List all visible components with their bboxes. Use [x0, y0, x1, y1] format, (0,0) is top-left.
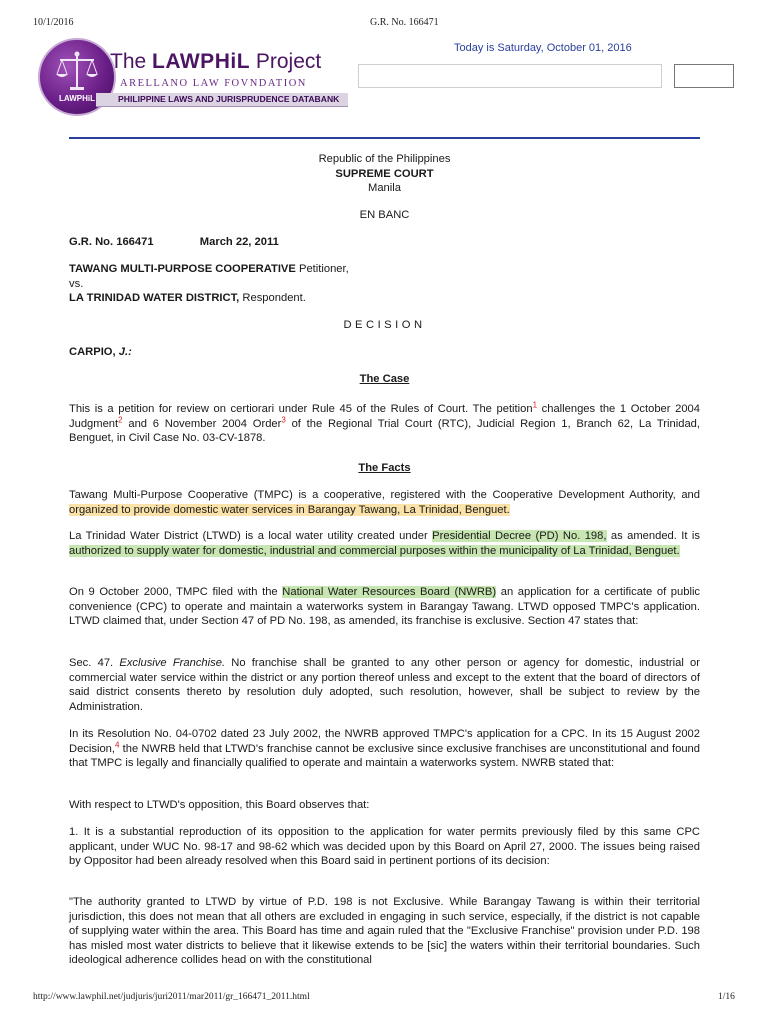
paragraph: This is a petition for review on certiorari under Rule 45 of the Rules of Court. The petition$^1$ challenges the 1 October 2004 Judgment$^2$ and 6 November 2004 Order$^3$ of the Regional Trial Court (RTC), Judicial Region 1, Branch 62, La Trinidad, Benguet, in Civil Case No. 03-CV-1878.: [69, 400, 701, 445]
search-input[interactable]: [358, 64, 662, 88]
decision-date: March 22, 2011: [199, 236, 279, 248]
paragraph: La Trinidad Water District (LTWD) is a local water utility created under Presidential Decree (PD) No. 198, as amended. It is authorized to supply water for domestic, industrial and commercial purposes within the municipality of La Trinidad, Benguet.: [69, 530, 701, 557]
highlighted-text: Presidential Decree (PD) No. 198,: [432, 530, 607, 542]
logo-tagline: PHILIPPINE LAWS AND JURISPRUDENCE DATABANK: [118, 94, 340, 104]
logo-title: The LAWPHiL Project: [110, 50, 322, 73]
case-parties: [69, 262, 700, 306]
paragraph: Tawang Multi-Purpose Cooperative (TMPC) is a cooperative, registered with the Cooperative Development Authority, and organized to provide domestic water services in Barangay Tawang, La Trinidad, Benguet.: [69, 489, 700, 516]
footnote-ref[interactable]: 1: [532, 400, 538, 410]
section-heading-case: The Case: [359, 373, 410, 385]
gr-number: G.R. No. 166471: [69, 236, 154, 248]
print-date: 10/1/2016: [33, 17, 74, 28]
highlighted-text: organized to provide domestic water services in Barangay Tawang, La Trinidad, Benguet.: [69, 503, 510, 516]
respondent-line: LA TRINIDAD WATER DISTRICT, Respondent.: [69, 292, 306, 305]
scales-of-justice-icon: [54, 50, 100, 94]
print-title: G.R. No. 166471: [370, 17, 439, 28]
logo-subtitle: ARELLANO LAW FOVNDATION: [120, 78, 307, 89]
logo-tagline-band: [96, 93, 348, 107]
paragraph: "The authority granted to LTWD by virtue of P.D. 198 is not Exclusive. While Barangay Tawang is within their territorial jurisdiction, this does not mean that all others are excluded in engaging in such service, especially, if the district is not capable of supplying water within the area. This Board has time and again ruled that the "Exclusive Franchise" provision under P.D. 198 has misled most water districts to believe that it likewise extends to be [sic] the waters within their territorial boundaries. Such ideological adherence collides head on with the constitutional: [69, 896, 700, 967]
section-heading-facts: The Facts: [358, 462, 411, 474]
ponente: CARPIO, J.:: [69, 346, 132, 358]
petitioner-line: TAWANG MULTI-PURPOSE COOPERATIVE Petitioner,: [69, 263, 349, 275]
case-number-line: [69, 235, 700, 250]
paragraph: On 9 October 2000, TMPC filed with the National Water Resources Board (NWRB) an application for a certificate of public convenience (CPC) to operate and maintain a waterworks system in Barangay Tawang. LTWD opposed TMPC's application. LTWD claimed that, under Section 47 of PD No. 198, as amended, its franchise is exclusive. Section 47 states that:: [69, 586, 701, 628]
court-header: [69, 152, 700, 196]
today-date: Today is Saturday, October 01, 2016: [454, 42, 632, 54]
versus: vs.: [69, 277, 84, 290]
highlighted-text: National Water Resources Board (NWRB): [282, 586, 497, 598]
footnote-ref[interactable]: 2: [118, 414, 123, 424]
division: EN BANC: [359, 209, 410, 221]
footnote-ref[interactable]: 4: [115, 739, 120, 749]
search-button[interactable]: [674, 64, 734, 88]
quoted-statute: Sec. 47. Exclusive Franchise. No franchise shall be granted to any other person or agency for domestic, industrial or commercial water service within the district or any portion thereof unless and except to the extent that the board of directors of said district consents thereto by resolution duly adopted, such resolution, however, shall be subject to review by the Administration.: [69, 657, 700, 713]
header-divider: [69, 137, 700, 139]
highlighted-text: authorized to supply water for domestic, industrial and commercial purposes within the municipality of La Trinidad, Benguet.: [69, 544, 680, 557]
page-number: 1/16: [718, 992, 735, 1002]
court-name: SUPREME COURT: [335, 167, 434, 180]
footnote-ref[interactable]: 3: [281, 414, 286, 424]
paragraph: In its Resolution No. 04-0702 dated 23 July 2002, the NWRB approved TMPC's application for a CPC. In its 15 August 2002 Decision,$^4$ the NWRB held that LTWD's franchise cannot be exclusive since exclusive franchises are unconstitutional and found that TMPC is legally and financially qualified to operate and maintain a waterworks system. NWRB stated that:: [69, 728, 700, 770]
paragraph: 1. It is a substantial reproduction of its opposition to the application for water permits previously filed by this same CPC applicant, under WUC No. 98-17 and 98-62 which was decided upon by this Board on April 27, 2000. The issues being raised by Oppositor had been already resolved when this Board said in pertinent portions of its decision:: [69, 826, 700, 868]
logo-badge-text: LAWPHiL: [59, 94, 95, 103]
republic-line: Republic of the Philippines: [318, 153, 451, 165]
page-url[interactable]: http://www.lawphil.net/judjuris/juri2011/mar2011/gr_166471_2011.html: [33, 992, 310, 1002]
lawphil-logo[interactable]: [38, 38, 368, 120]
paragraph: With respect to LTWD's opposition, this Board observes that:: [69, 799, 370, 811]
court-city: Manila: [368, 182, 401, 195]
decision-heading: DECISION: [343, 319, 426, 331]
